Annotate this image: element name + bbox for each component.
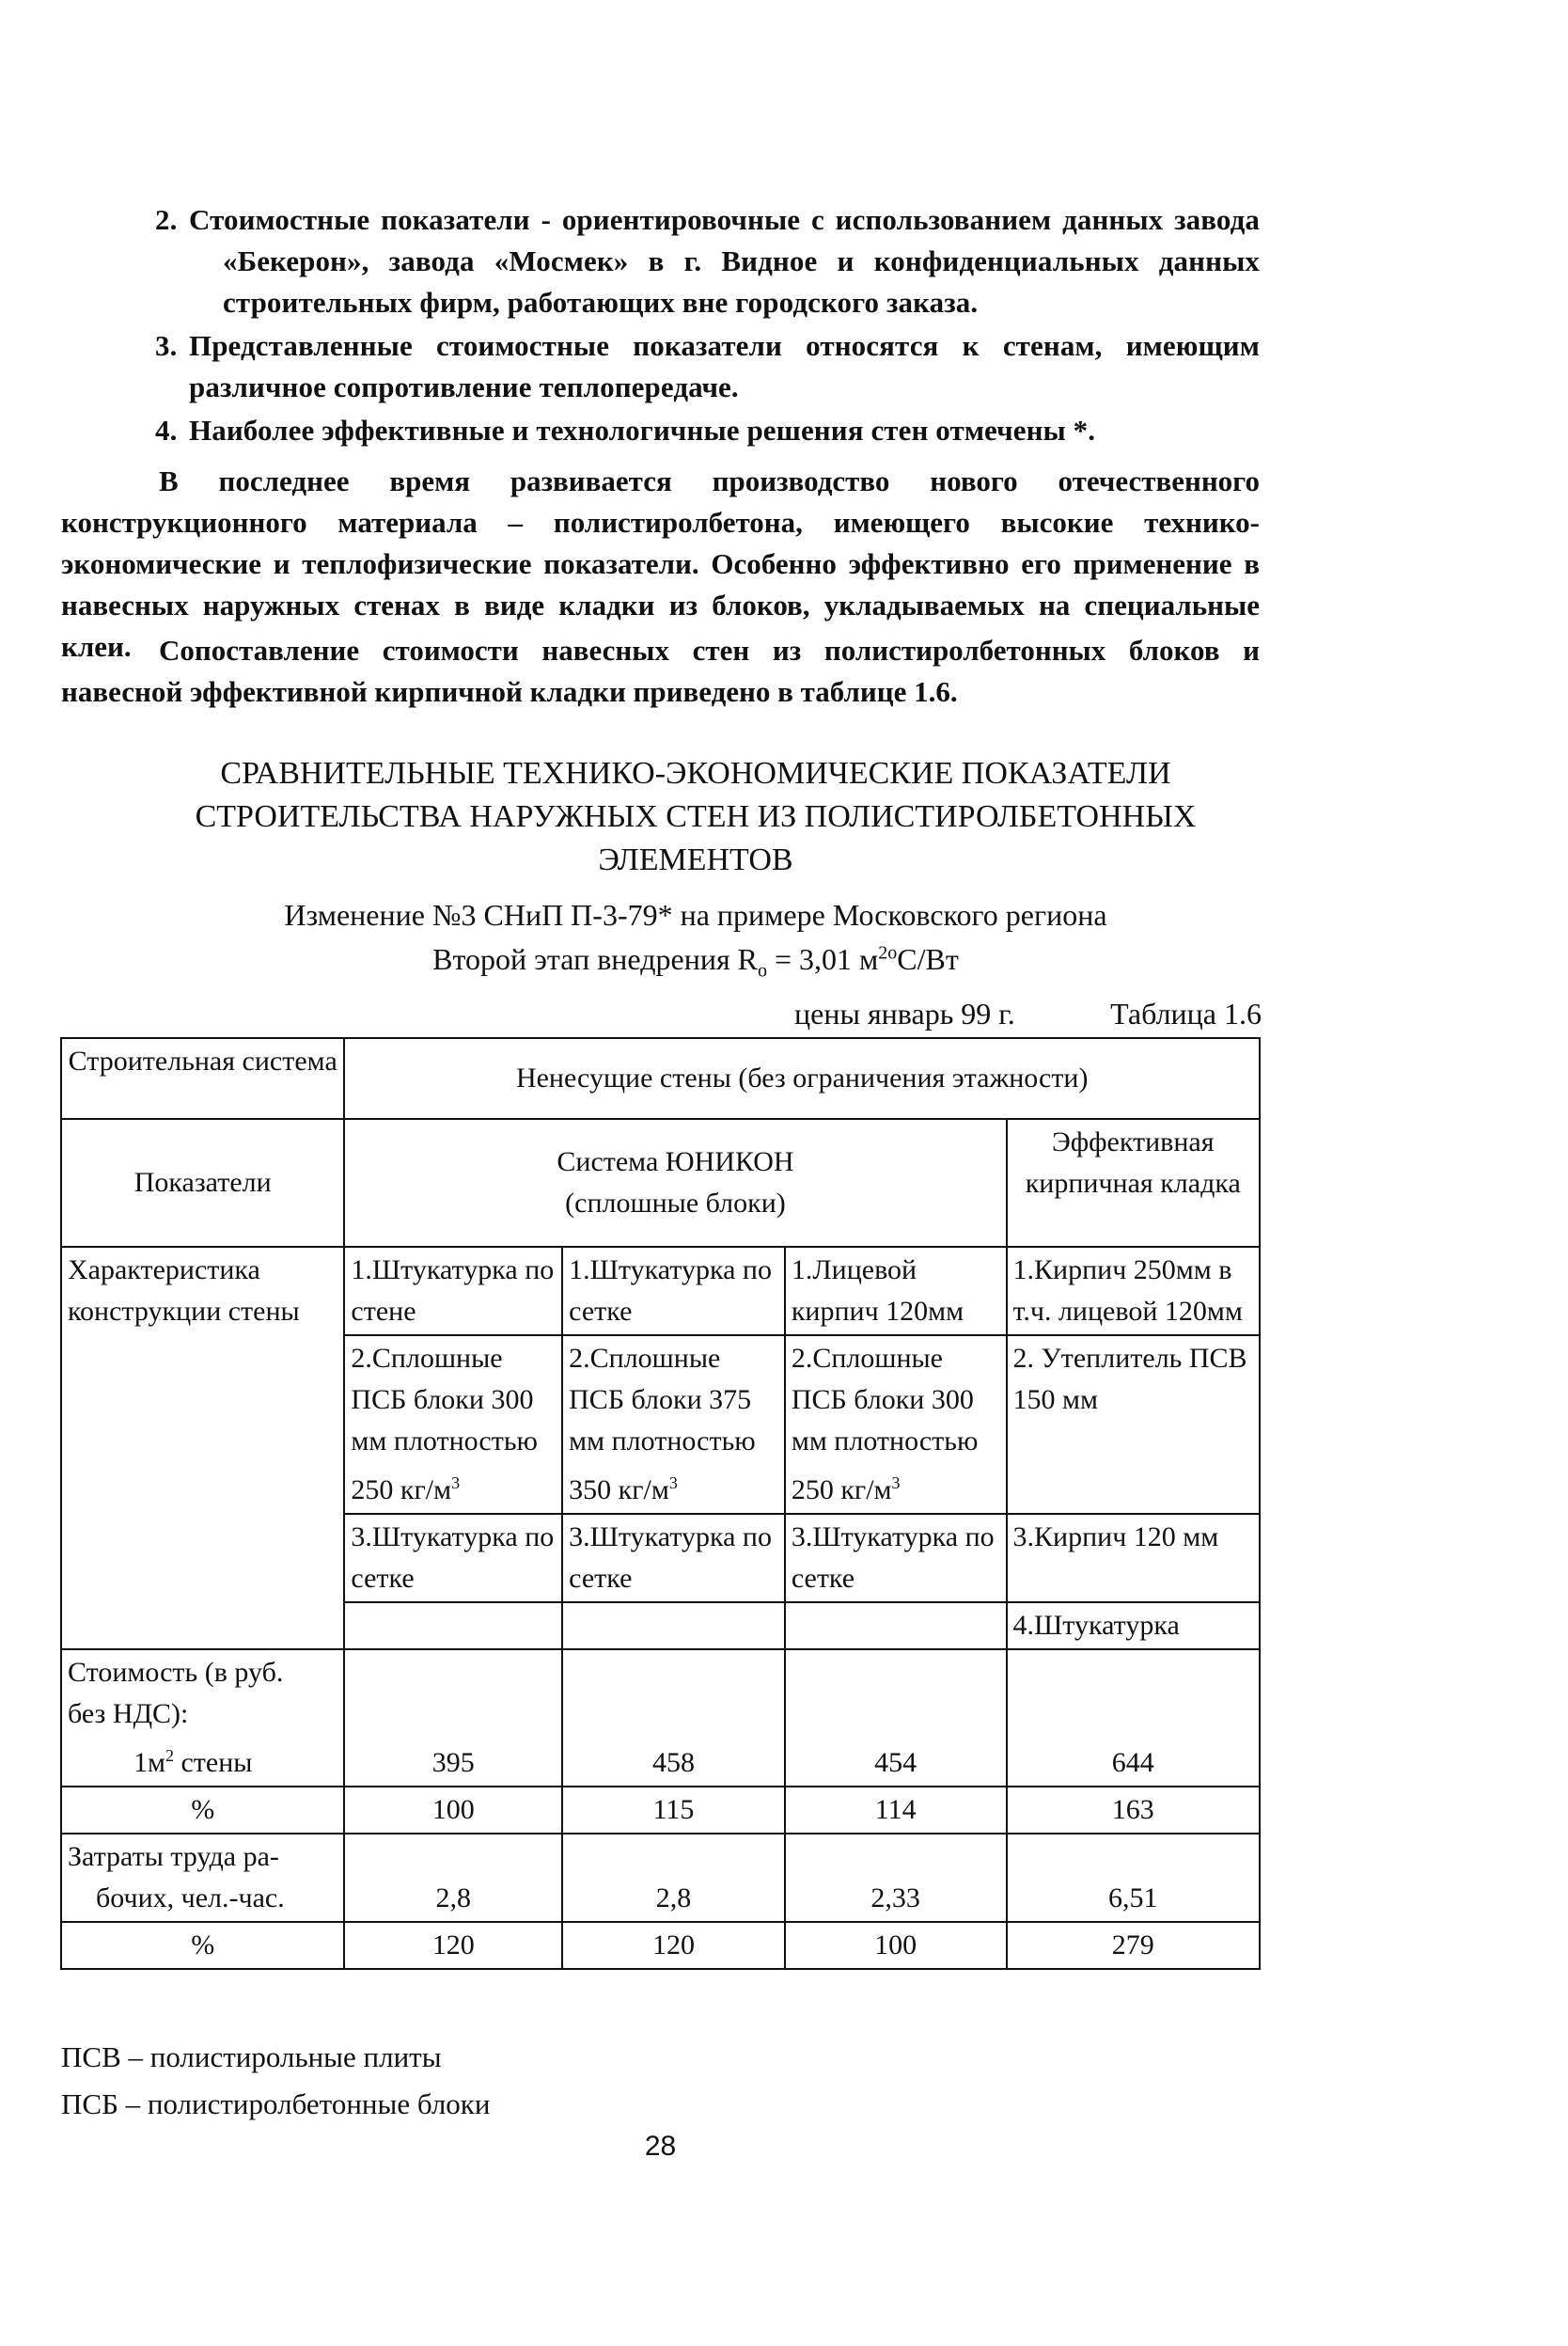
footnote: ПСБ – полистиролбетонные блоки	[61, 2087, 491, 2120]
table-cell	[562, 1335, 785, 1514]
note-item	[155, 199, 1260, 323]
table-row	[61, 1649, 1260, 1787]
table-cell: 1.Кирпич 250мм в т.ч. лицевой 120мм	[1007, 1247, 1260, 1335]
labor-value: 6,51	[1007, 1834, 1260, 1922]
table-row	[61, 1922, 1260, 1969]
table-cell: 2. Утеплитель ПСВ 150 мм	[1007, 1335, 1260, 1514]
table-cell	[785, 1335, 1007, 1514]
heading-line: СТРОИТЕЛЬСТВА НАРУЖНЫХ СТЕН ИЗ ПОЛИСТИРОЛБЕТОННЫХ	[195, 799, 1197, 834]
cost-pct: 115	[562, 1787, 785, 1834]
labor-label-line: Затраты труда ра-	[68, 1841, 279, 1872]
cost-unit-end: стены	[173, 1747, 253, 1778]
labor-label-line: бочих, чел.-час.	[96, 1882, 285, 1913]
table-row	[61, 1834, 1260, 1922]
cost-value: 644	[1007, 1649, 1260, 1787]
formula-prefix: Второй этап внедрения R	[432, 942, 758, 976]
note-text: Представленные стоимостные показатели относятся к стенам, имеющим различное сопротивление теплопередаче.	[189, 329, 1260, 403]
formula-sub: o	[758, 960, 767, 982]
table-cell: 3.Штукатурка по сетке	[344, 1514, 562, 1602]
brick-header: Эффективная кирпичная кладка	[1007, 1119, 1260, 1247]
table-cell: 3.Штукатурка по сетке	[562, 1514, 785, 1602]
table-row	[61, 1787, 1260, 1834]
table-cell	[344, 1602, 562, 1649]
table-cell: 1.Лицевой кирпич 120мм	[785, 1247, 1007, 1335]
cost-value: 395	[344, 1649, 562, 1787]
characteristics-label-cell: Характеристика конструкции стены	[61, 1247, 344, 1649]
section-heading	[132, 752, 1260, 882]
table-cell	[562, 1602, 785, 1649]
note-number: 2.	[155, 203, 178, 236]
labor-value: 2,8	[344, 1834, 562, 1922]
cost-unit: 1м	[133, 1747, 165, 1778]
superscript: 2	[165, 1746, 174, 1765]
table-cell: 1.Штукатурка по сетке	[562, 1247, 785, 1335]
table-meta	[56, 997, 1262, 1034]
nonbearing-header: Ненесущие стены (без ограничения этажности)	[344, 1038, 1260, 1119]
system-label-cell: Строительная система	[61, 1038, 344, 1119]
cost-value: 454	[785, 1649, 1007, 1787]
table-row	[61, 1038, 1260, 1119]
cost-label-line	[68, 1735, 337, 1784]
note-text: Стоимостные показатели - ориентировочные с использованием данных завода «Бекерон», завода «Мосмек» в г. Видное и конфиденциальных данных строительных фирм, работающих вне городского заказа.	[189, 203, 1260, 319]
unikon-title: Система ЮНИКОН	[557, 1146, 794, 1177]
note-item	[155, 325, 1260, 408]
labor-pct: 120	[562, 1922, 785, 1969]
heading-line: СРАВНИТЕЛЬНЫЕ ТЕХНИКО-ЭКОНОМИЧЕСКИЕ ПОКАЗАТЕЛИ	[220, 756, 1171, 791]
heading-line: ЭЛЕМЕНТОВ	[598, 842, 793, 877]
body-paragraph: Сопоставление стоимости навесных стен из полистиролбетонных блоков и навесной эффективной кирпичной кладки приведено в таблице 1.6.	[61, 634, 1260, 708]
formula-sup: 2o	[878, 942, 898, 964]
footnote: ПСВ – полистирольные плиты	[61, 2040, 442, 2073]
table-cell: 3.Штукатурка по сетке	[785, 1514, 1007, 1602]
cell-text: 2.Сплошные ПСБ блоки 375 мм плотностью 350 кг/м	[569, 1343, 756, 1505]
cost-label-line: Стоимость (в руб.	[68, 1657, 284, 1688]
labor-pct: 100	[785, 1922, 1007, 1969]
labor-pct: 279	[1007, 1922, 1260, 1969]
table-cell: 4.Штукатурка	[1007, 1602, 1260, 1649]
table-label: Таблица 1.6	[1110, 997, 1262, 1031]
cost-label-cell	[61, 1649, 344, 1787]
note-item	[155, 410, 1260, 451]
table-cell	[785, 1602, 1007, 1649]
labor-value: 2,8	[562, 1834, 785, 1922]
subheading-line: Изменение №3 СНиП П-3-79* на примере Московского региона	[284, 898, 1107, 932]
table-cell: 3.Кирпич 120 мм	[1007, 1514, 1260, 1602]
cost-label-line: без НДС):	[68, 1698, 189, 1729]
table-cell: 1.Штукатурка по стене	[344, 1247, 562, 1335]
labor-pct: 120	[344, 1922, 562, 1969]
cell-text: 2.Сплошные ПСБ блоки 300 мм плотностью 250 кг/м	[791, 1343, 979, 1505]
prices-note: цены январь 99 г.	[794, 997, 1015, 1031]
formula-mid: = 3,01 м	[767, 942, 879, 976]
comparison-table	[60, 1037, 1261, 1970]
note-text: Наиболее эффективные и технологичные решения стен отмечены *.	[189, 414, 1096, 447]
formula-suffix: С/Вт	[897, 942, 959, 976]
pct-label: %	[61, 1787, 344, 1834]
cell-text: 2.Сплошные ПСБ блоки 300 мм плотностью 250 кг/м	[351, 1343, 538, 1505]
cost-pct: 100	[344, 1787, 562, 1834]
superscript: 3	[668, 1473, 678, 1492]
unikon-subtitle: (сплошные блоки)	[565, 1188, 786, 1219]
table-cell	[344, 1335, 562, 1514]
body-paragraph: В последнее время развивается производство нового отечественного конструкционного материала – полистиролбетона, имеющего высокие технико-экономические и теплофизические показатели. Особенно эффективно его применение в навесных наружных стенах в виде кладки из блоков, укладываемых на специальные клеи.	[61, 464, 1260, 663]
unikon-header	[344, 1119, 1006, 1247]
superscript: 3	[451, 1473, 461, 1492]
pct-label: %	[61, 1922, 344, 1969]
indicators-label-cell: Показатели	[61, 1119, 344, 1247]
table-row	[61, 1119, 1260, 1247]
labor-label-cell	[61, 1834, 344, 1922]
cost-value: 458	[562, 1649, 785, 1787]
labor-value: 2,33	[785, 1834, 1007, 1922]
notes-list	[155, 199, 1260, 453]
subheading-formula	[132, 942, 1260, 982]
table-row	[61, 1247, 1260, 1335]
note-number: 3.	[155, 329, 178, 362]
page-number: 28	[644, 2131, 677, 2162]
superscript: 3	[891, 1473, 901, 1492]
note-number: 4.	[155, 414, 178, 447]
cost-pct: 114	[785, 1787, 1007, 1834]
cost-pct: 163	[1007, 1787, 1260, 1834]
